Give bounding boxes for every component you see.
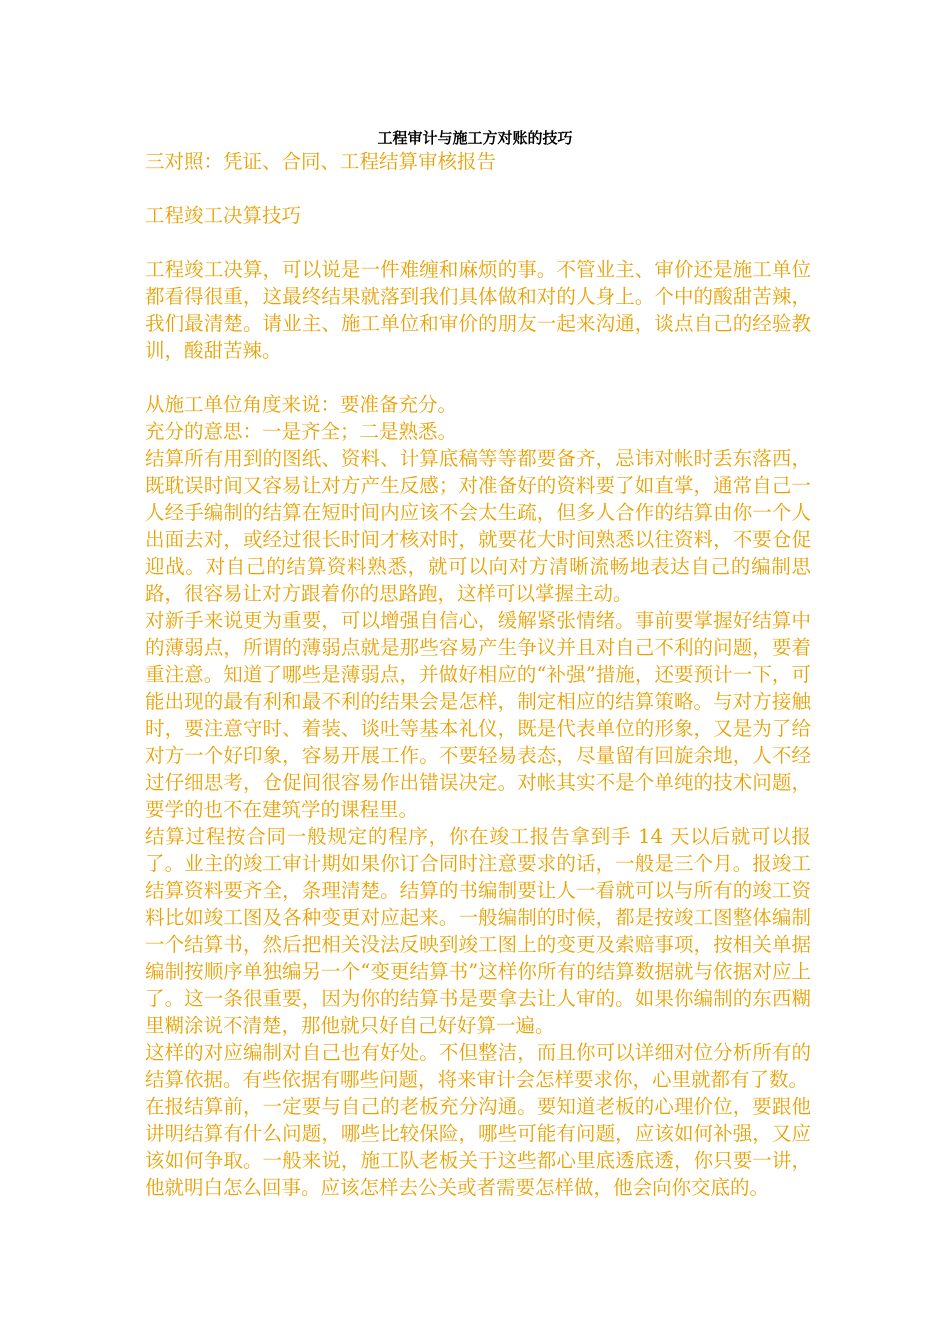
paragraph: 结算所有用到的图纸、资料、计算底稿等等都要备齐，忌讳对帐时丢东落西，既耽误时间又容易让对方产生反感；对准备好的资料要了如直掌，通常自己一人经手编制的结算在短时间内应该不会太生疏，但多人合作的结算由你一个人出面去对，或经过很长时间才核对时，就要花大时间熟悉以往资料，不要仓促迎战。对自己的结算资料熟悉，就可以向对方清晰流畅地表达自己的编制思路，很容易让对方跟着你的思路跑，这样可以掌握主动。 [145, 447, 811, 605]
paragraph: 结算过程按合同一般规定的程序，你在竣工报告拿到手 14 天以后就可以报了。业主的竣工审计期如果你订合同时注意要求的话，一般是三个月。报竣工结算资料要齐全，条理清楚。结算的书编制要让人一看就可以与所有的竣工资料比如竣工图及各种变更对应起来。一般编制的时候，都是按竣工图整体编制一个结算书，然后把相关没法反映到竣工图上的变更及索赔事项，按相关单据编制按顺序单独编另一个“变更结算书”这样你所有的结算数据就与依据对应上了。这一条很重要，因为你的结算书是要拿去让人审的。如果你编制的东西糊里糊涂说不清楚，那他就只好自己好好算一遍。 [145, 825, 811, 1037]
subtitle: 三对照：凭证、合同、工程结算审核报告 [145, 150, 497, 173]
blank-line [145, 175, 811, 202]
section-heading: 工程竣工决算技巧 [145, 204, 302, 227]
blank-line [145, 364, 811, 391]
document-body [145, 148, 811, 1201]
blank-line [145, 229, 811, 256]
paragraph: 这样的对应编制对自己也有好处。不但整洁，而且你可以详细对位分析所有的结算依据。有些依据有哪些问题，将来审计会怎样要求你，心里就都有了数。 [145, 1041, 811, 1091]
paragraph: 从施工单位角度来说：要准备充分。 [145, 393, 458, 416]
paragraph: 在报结算前，一定要与自己的老板充分沟通。要知道老板的心理价位，要跟他讲明结算有什么问题，哪些比较保险，哪些可能有问题，应该如何补强，又应该如何争取。一般来说，施工队老板关于这些都心里底透底透，你只要一讲，他就明白怎么回事。应该怎样去公关或者需要怎样做，他会向你交底的。 [145, 1095, 811, 1199]
paragraph: 对新手来说更为重要，可以增强自信心，缓解紧张情绪。事前要掌握好结算中的薄弱点，所谓的薄弱点就是那些容易产生争议并且对自己不利的问题，要着重注意。知道了哪些是薄弱点，并做好相应的“补强”措施，还要预计一下，可能出现的最有利和最不利的结果会是怎样，制定相应的结算策略。与对方接触时，要注意守时、着装、谈吐等基本礼仪，既是代表单位的形象，又是为了给对方一个好印象，容易开展工作。不要轻易表态，尽量留有回旋余地，人不经过仔细思考，仓促间很容易作出错误决定。对帐其实不是个单纯的技术问题，要学的也不在建筑学的课程里。 [145, 609, 811, 821]
paragraph: 充分的意思：一是齐全；二是熟悉。 [145, 420, 458, 443]
paragraph: 工程竣工决算，可以说是一件难缠和麻烦的事。不管业主、审价还是施工单位都看得很重，这最终结果就落到我们具体做和对的人身上。个中的酸甜苦辣，我们最清楚。请业主、施工单位和审价的朋友一起来沟通，谈点自己的经验教训，酸甜苦辣。 [145, 258, 811, 362]
document-title: 工程审计与施工方对账的技巧 [377, 129, 573, 147]
